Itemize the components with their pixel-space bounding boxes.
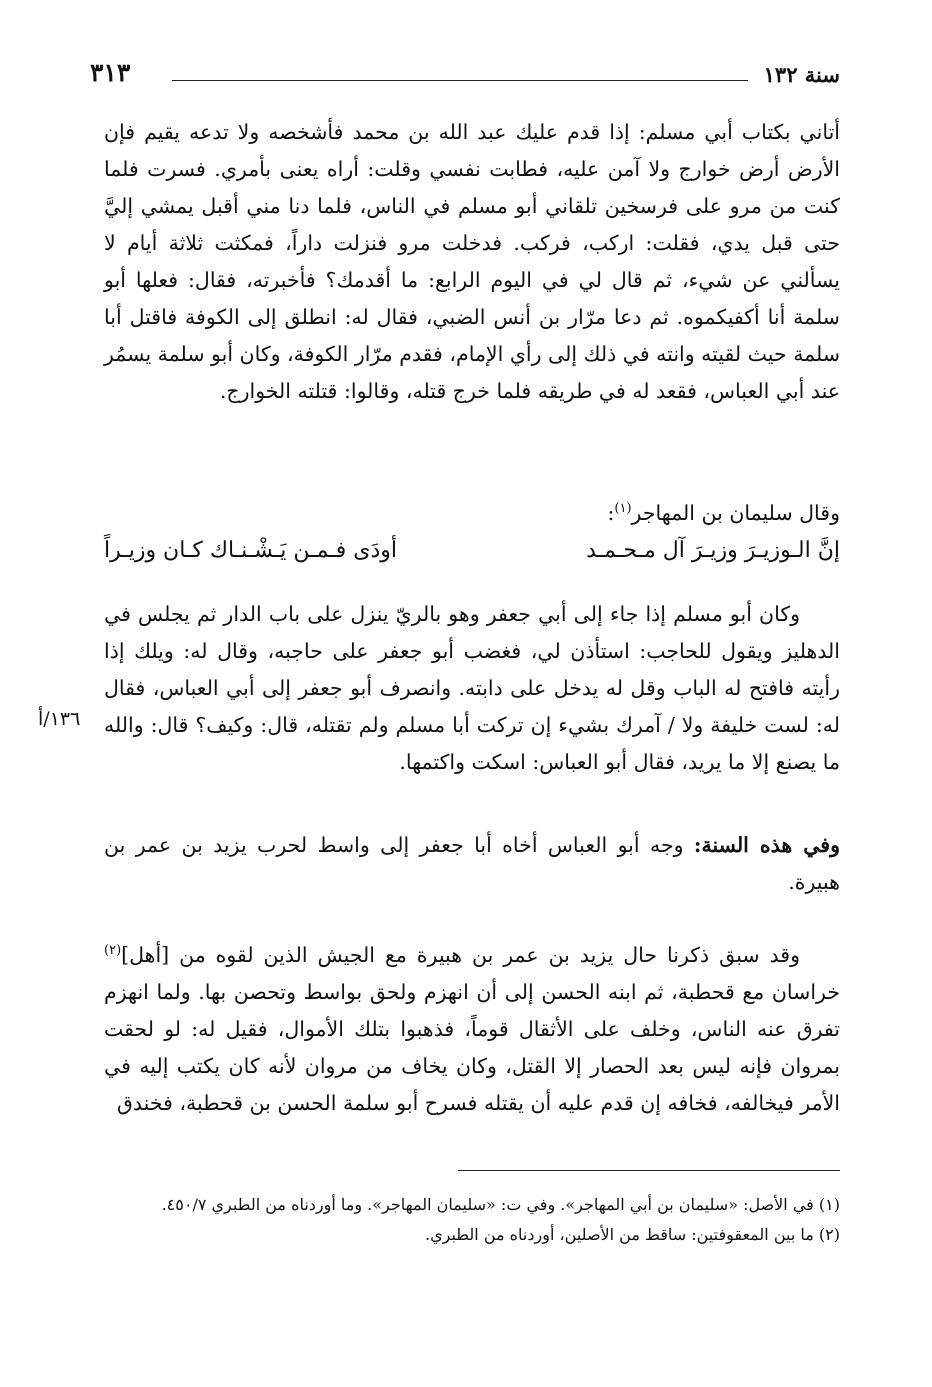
footnote-2: (٢) ما بين المعقوفتين: ساقط من الأصلين، أوردناه من الطبري. xyxy=(425,1225,840,1244)
paragraph-4 xyxy=(104,827,840,901)
running-title: سنة ١٣٢ xyxy=(763,62,840,87)
paragraph-5-start: وقد سبق ذكرنا حال يزيد بن عمر بن هبيرة مع الجيش الذين لقوه من [أهل] xyxy=(121,942,800,967)
poet-intro-line xyxy=(104,490,840,532)
page-number: ٣١٣ xyxy=(90,58,131,87)
footnote-rule xyxy=(458,1170,840,1171)
paragraph-5-text: خراسان مع قحطبة، ثم ابنه الحسن إلى أن انهزم ولحق بواسط وتحصن بها. ولما انهزم تفرق عنه الناس، وخلف على الأثقال قوماً، فذهبوا بتلك الأموال، فقيل له: لو لحقت بمروان فإنه ليس بعد الحصار إلا القتل، وكان يخاف من مروان لأنه كان يكتب إليه في الأمر فيخالفه، فخافه إن قدم عليه أن يقتله فسرح أبو سلمة الحسن بن قحطبة، فخندق xyxy=(104,979,840,1115)
poet-colon: : xyxy=(607,500,615,525)
paragraph-5 xyxy=(104,932,840,1122)
poet-intro: وقال سليمان بن المهاجر xyxy=(631,500,840,525)
footnote-marker-2: (٢) xyxy=(104,943,122,958)
footnotes xyxy=(104,1190,840,1250)
verse-second-hemistich: أودَى فـمـن يَـشْـنـاك كـان وزيـراً xyxy=(104,538,398,563)
header-rule xyxy=(172,80,748,81)
paragraph-3: وكان أبو مسلم إذا جاء إلى أبي جعفر وهو بالريّ ينزل على باب الدار ثم يجلس في الدهليز ويقول للحاجب: استأذن لي، فغضب أبو جعفر على حاجبه، وقال له: ويلك إذا رأيته فافتح له الباب وقل له يدخل على دابته. وانصرف أبو جعفر إلى أبي العباس، فقال له: لست خليفة ولا / آمرك بشيء إن تركت أبا مسلم ولم تقتله، قال: وكيف؟ قال: والله ما يصنع إلا ما يريد، فقال أبو العباس: اسكت واكتمها. xyxy=(104,602,840,774)
footnote-1: (١) في الأصل: «سليمان بن أبي المهاجر». وفي ت: «سليمان المهاجر». وما أوردناه من الطبري ٤٥٠/٧. xyxy=(161,1195,840,1214)
page-header xyxy=(90,58,840,88)
paragraph-1: أتاني بكتاب أبي مسلم: إذا قدم عليك عبد الله بن محمد فأشخصه ولا تدعه يقيم فإن الأرض أرض خوارج ولا آمن عليه، فطابت نفسي وقلت: أراه يعنى بأمري. فسرت فلما كنت من مرو على فرسخين تلقاني أبو مسلم في الناس، فلما دنا مني أقبل يمشي إليَّ حتى قبل يدي، فقلت: اركب، فركب. فدخلت مرو فنزلت داراً، فمكثت ثلاثة أيام لا يسألني عن شيء، ثم قال لي في اليوم الرابع: ما أقدمك؟ فأخبرته، فقال: فعلها أبو سلمة أنا أكفيكموه. ثم دعا مرّار بن أنس الضبي، فقال له: انطلق إلى الكوفة فاقتل أبا سلمة حيث لقيته وانته في ذلك إلى رأي الإمام، فقدم مرّار الكوفة، وكان أبو سلمة يسمُر عند أبي العباس، فقعد له في طريقه فلما خرج قتله، وقالوا: قتلته الخوارج. xyxy=(104,120,840,403)
paragraph-4-text: وجه أبو العباس أخاه أبا جعفر إلى واسط لحرب يزيد بن عمر بن هبيرة. xyxy=(104,833,840,894)
verse-first-hemistich: إنَّ الـوزيـرَ وزيـرَ آل مـحـمـد xyxy=(586,538,840,563)
footnote-marker-1: (١) xyxy=(614,501,632,516)
poem-verse xyxy=(104,534,840,574)
manuscript-folio-reference: ١٣٦/أ xyxy=(38,708,81,730)
section-lead: وفي هذه السنة: xyxy=(693,833,840,857)
